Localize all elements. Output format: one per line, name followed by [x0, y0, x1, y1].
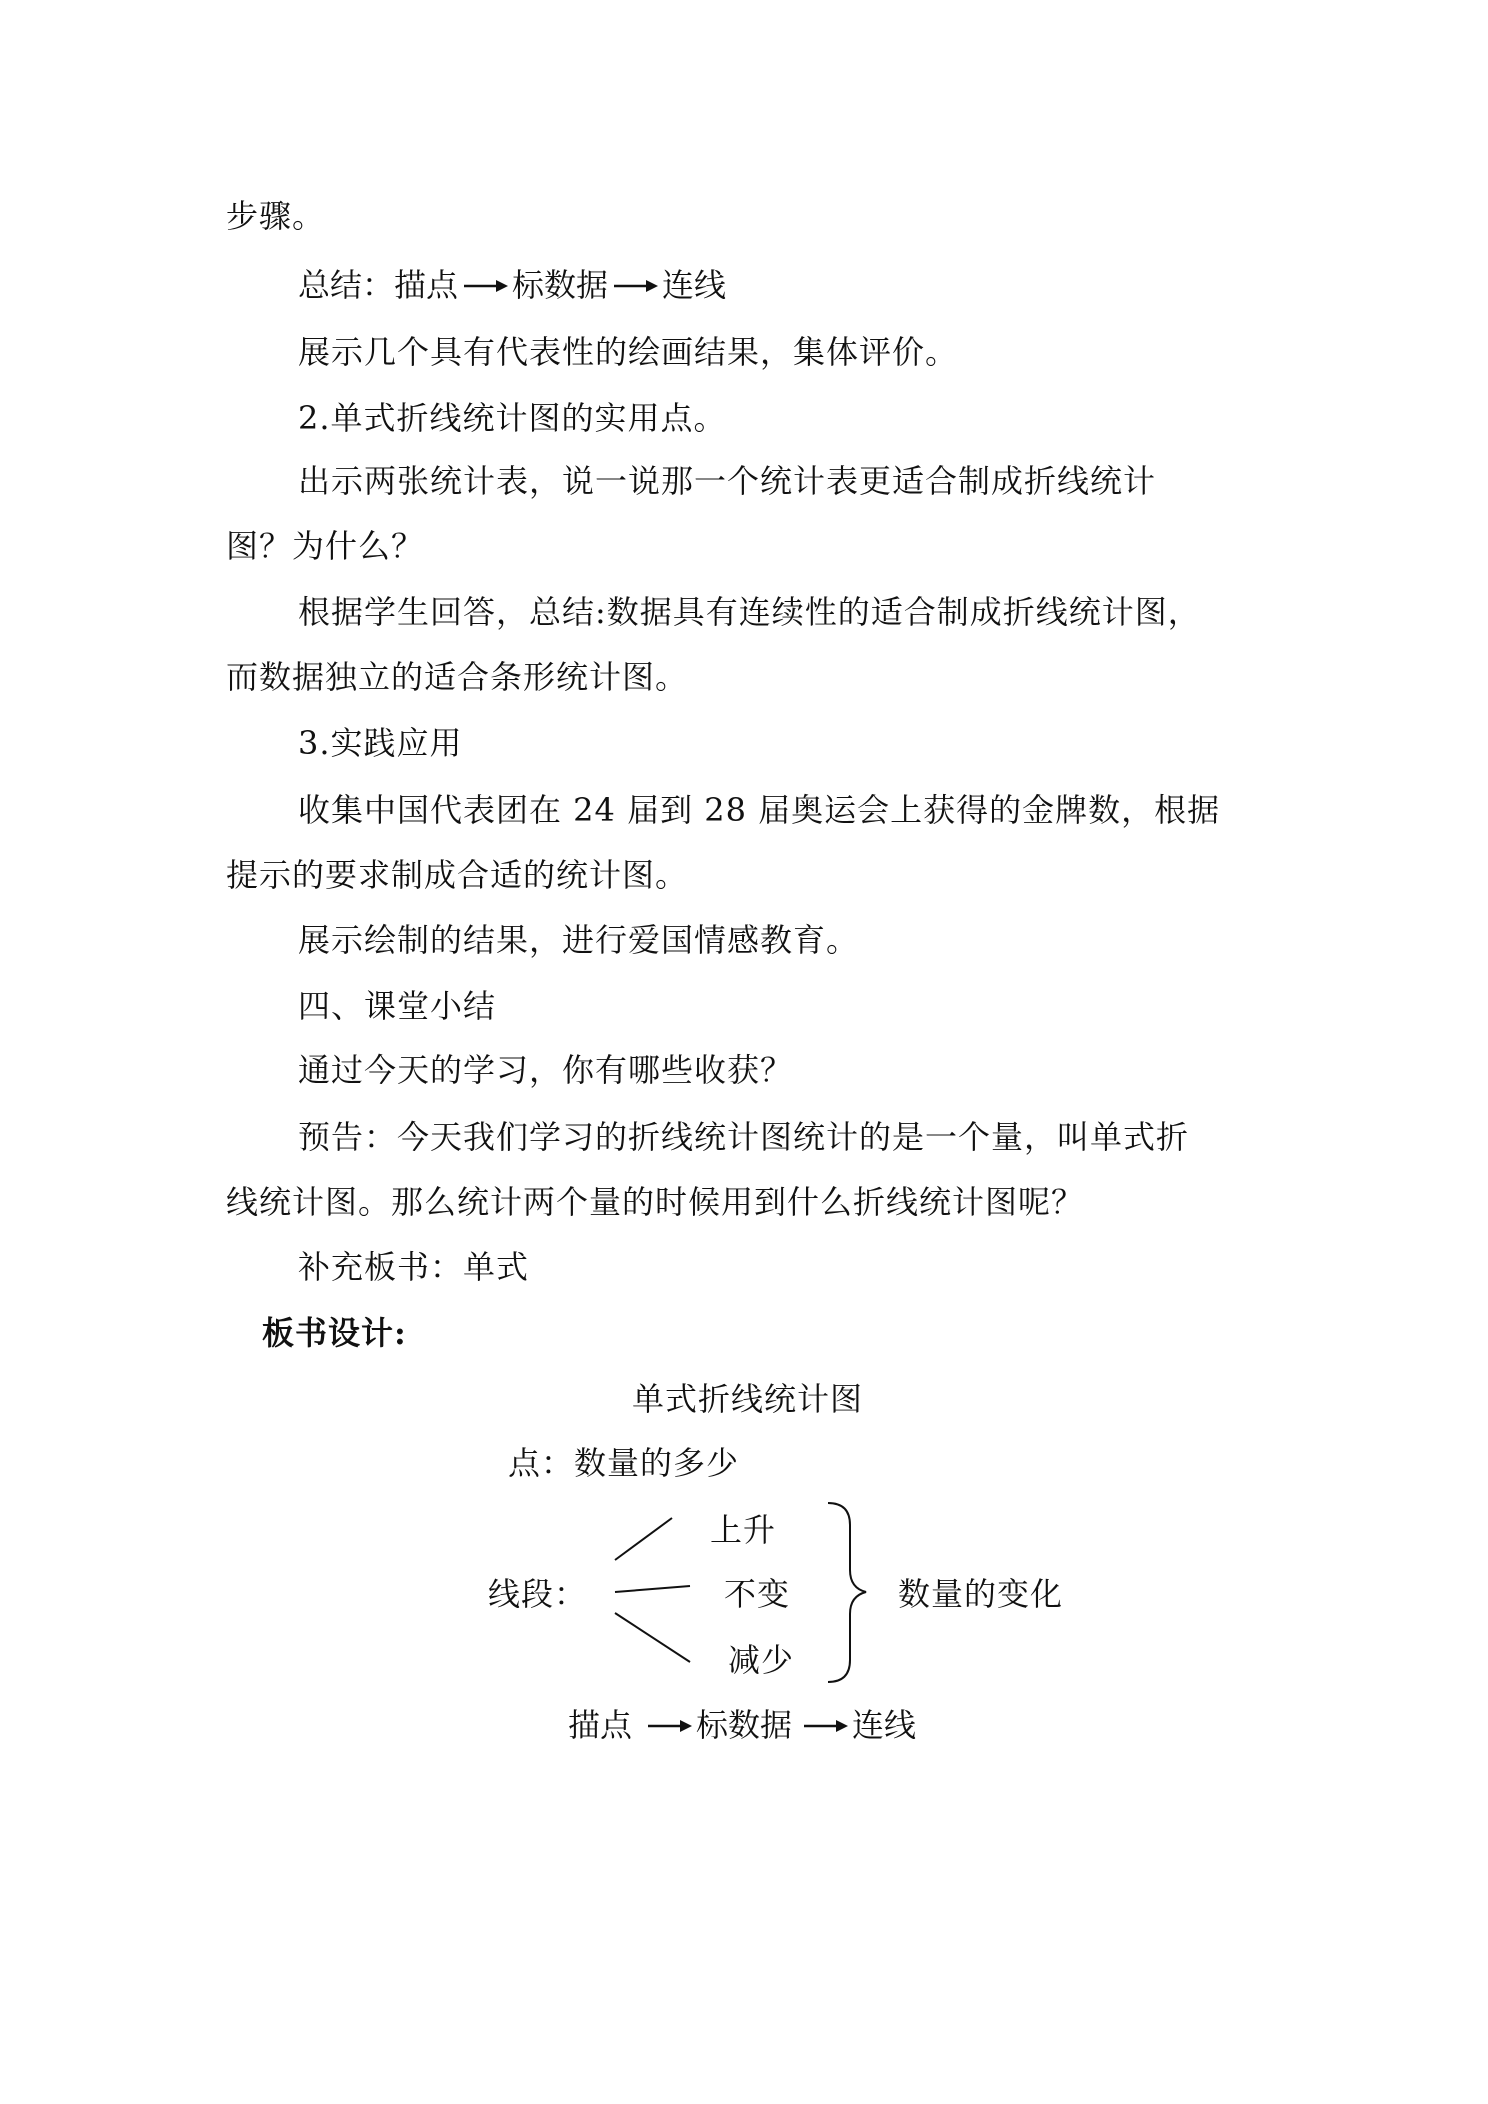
right-arrow-icon [800, 1705, 850, 1745]
board-result-text: 数量的变化 [898, 1575, 1064, 1613]
flow-step-plot-points: 描点 [394, 266, 459, 304]
right-brace-icon [828, 1503, 866, 1682]
paragraph-olympics-1: 收集中国代表团在 24 届到 28 届奥运会上获得的金牌数，根据 [298, 791, 1221, 829]
board-segment-label: 线段： [488, 1575, 588, 1613]
branch-line-decrease [615, 1613, 690, 1662]
flow-step-connect: 连线 [662, 266, 727, 304]
board-point-text: 点：数量的多少 [508, 1444, 740, 1482]
branch-line-rise [615, 1518, 672, 1560]
paragraph-conclusion-1: 根据学生回答，总结:数据具有连续性的适合制成折线统计图， [298, 593, 1201, 631]
paragraph-harvest: 通过今天的学习，你有哪些收获？ [298, 1051, 794, 1089]
board-branch-unchanged: 不变 [724, 1575, 791, 1613]
right-arrow-icon [644, 1705, 694, 1745]
board-flow-step-connect: 连线 [852, 1706, 917, 1744]
paragraph-show-results: 展示几个具有代表性的绘画结果，集体评价。 [298, 333, 959, 371]
paragraph-steps: 步骤。 [226, 197, 326, 235]
flow-step-label-data: 标数据 [512, 266, 609, 304]
paragraph-preview-2: 线统计图。那么统计两个量的时候用到什么折线统计图呢？ [226, 1183, 1085, 1221]
section-heading-practice: 3.实践应用 [298, 724, 463, 762]
section-heading-practical-points: 2.单式折线统计图的实用点。 [298, 399, 727, 437]
paragraph-two-tables-2: 图？为什么？ [226, 527, 425, 565]
paragraph-conclusion-2: 而数据独立的适合条形统计图。 [226, 658, 689, 696]
paragraph-preview-1: 预告：今天我们学习的折线统计图统计的是一个量，叫单式折 [298, 1118, 1190, 1156]
paragraph-patriotic: 展示绘制的结果，进行爱国情感教育。 [298, 921, 860, 959]
section-heading-summary: 四、课堂小结 [298, 987, 497, 1025]
paragraph-olympics-2: 提示的要求制成合适的统计图。 [226, 856, 689, 894]
summary-label: 总结： [298, 266, 395, 304]
board-branch-rise: 上升 [710, 1511, 777, 1549]
board-flow-step-plot-points: 描点 [568, 1706, 633, 1744]
paragraph-two-tables-1: 出示两张统计表，说一说那一个统计表更适合制成折线统计 [298, 462, 1157, 500]
board-design-heading: 板书设计: [262, 1314, 407, 1352]
board-flow [568, 1705, 916, 1745]
board-branch-decrease: 减少 [728, 1641, 795, 1679]
branch-line-unchanged [615, 1586, 690, 1592]
board-title: 单式折线统计图 [632, 1380, 864, 1418]
paragraph-supplement: 补充板书：单式 [298, 1248, 530, 1286]
board-flow-step-label-data: 标数据 [696, 1706, 793, 1744]
